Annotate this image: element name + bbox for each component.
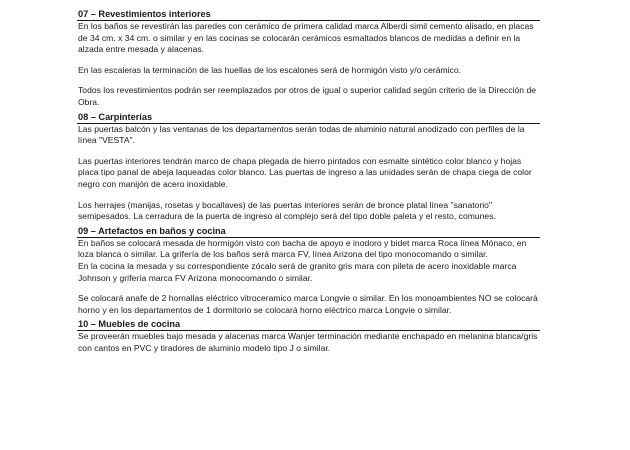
paragraph-anafe: Se colocará anafe de 2 hornallas eléctrico vitroceramico marca Longvie o similar. En los monoambientes NO se colocará horno y en los departamentos de 1 dormitorio se colocará horno eléctrico marca Longvie o similar.: [78, 293, 538, 315]
paragraph-muebles-cocina: Se proveerán muebles bajo mesada y alacenas marca Wanjer terminación mediante enchapado en melanina blanca/gris con cantos en PVC y tiradores de aluminio modelo tipo J o similar.: [78, 331, 538, 353]
section-heading-muebles: 10 – Muebles de cocina: [77, 319, 540, 331]
section-heading-revestimientos: 07 – Revestimientos interiores: [77, 9, 540, 21]
paragraph-banos-revestimiento: En los baños se revestirán las paredes con cerámico de primera calidad marca Alberdi simil cemento alisado, en placas de 34 cm. x 34 cm. o similar y en las cocinas se colocarán cerámicos esmaltados blancos de medidas a definir en la alzada entre mesada y alacenas.: [78, 21, 534, 55]
paragraph-herrajes: Los herrajes (manijas, rosetas y bocallaves) de las puertas interiores serán de bronce platal línea "sanatorio" semipesados. La cerradura de la puerta de ingreso al complejo será del tipo doble paleta y el resto, comunes.: [78, 199, 496, 222]
section-heading-artefactos: 09 – Artefactos en baños y cocina: [77, 226, 540, 238]
paragraph-reemplazos: Todos los revestimientos podrán ser reemplazados por otros de igual o superior calidad según criterio de la Dirección de Obra.: [78, 85, 537, 107]
section-heading-carpinterias: 08 – Carpinterías: [77, 112, 540, 124]
paragraph-puertas-balcon: Las puertas balcón y las ventanas de los departamentos serán todas de aluminio natural anodizado con perfiles de la línea "VESTA".: [78, 123, 525, 146]
paragraph-cocina-mesada: En la cocina la mesada y su correspondiente zócalo será de granito gris mara con pileta de acero inoxidable marca Johnson y grifería marca FV Arizona monocomando o similar.: [78, 260, 517, 283]
paragraph-escaleras: En las escaleras la terminación de las huellas de los escalones será de hormigón visto y/o cerámico.: [78, 64, 462, 75]
paragraph-banos-artefactos: En baños se colocará mesada de hormigón visto con bacha de apoyo e inodoro y bidet marca Roca línea Mónaco, en loza blanca o similar. La grifería de los baños será marca FV, línea Arizona del tipo monocomando o similar.: [78, 237, 527, 260]
paragraph-puertas-interiores: Las puertas interiores tendrán marco de chapa plegada de hierro pintados con esmalte sintético color blanco y hojas placa tipo panal de abeja laqueadas color blanco. Las puertas de ingreso a las unidades serán de chapa ciega de color negro con manijón de acero inoxidable.: [78, 155, 532, 189]
